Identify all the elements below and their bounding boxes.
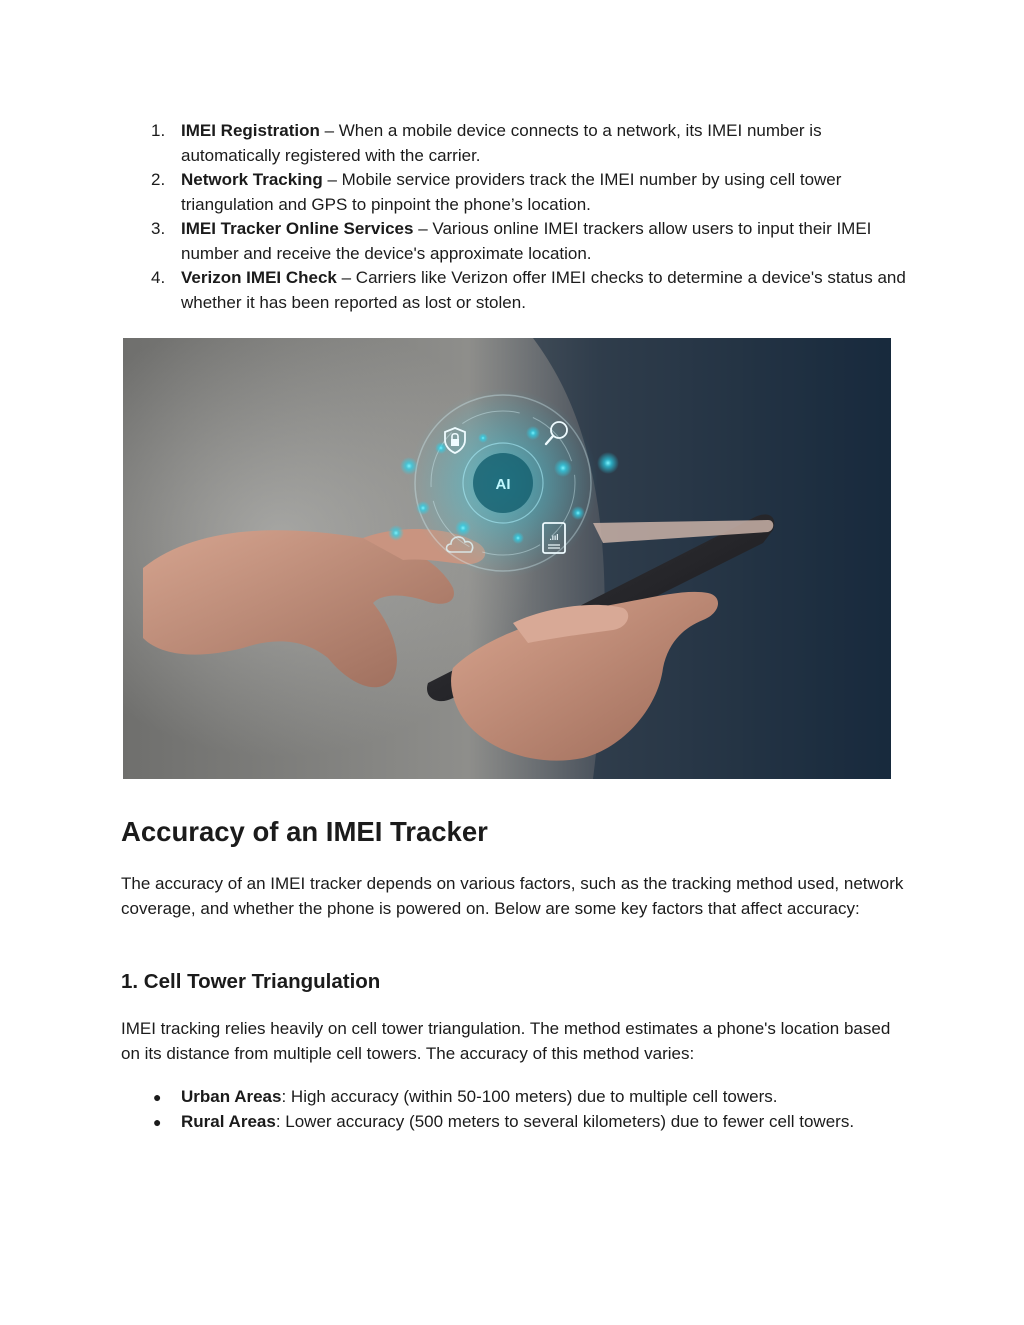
- list-text: : Lower accuracy (500 meters to several kilometers) due to fewer cell towers.: [275, 1111, 855, 1131]
- list-term: Urban Areas: [181, 1087, 282, 1106]
- list-number: 1.: [151, 121, 166, 140]
- accuracy-intro-paragraph: The accuracy of an IMEI tracker depends on various factors, such as the tracking method used, network coverage, and whether the phone is powered on. Below are some key factors that affect accuracy:: [121, 874, 904, 918]
- accuracy-bullet-list: [148, 1085, 908, 1134]
- list-term: Rural Areas: [181, 1111, 276, 1131]
- glow-dot: [554, 459, 572, 477]
- list-number: 3.: [151, 219, 166, 238]
- bullet-marker: ●: [153, 1089, 162, 1105]
- list-item: [148, 119, 908, 168]
- bullet-marker: ●: [153, 1113, 162, 1130]
- glow-dot: [512, 532, 524, 544]
- list-item: [148, 168, 908, 217]
- glow-dot: [478, 433, 488, 443]
- list-term: Network Tracking: [181, 170, 323, 189]
- glow-dot: [597, 452, 619, 474]
- ai-chip-label: AI: [495, 476, 511, 493]
- list-text: – When a mobile device connects to a network, its IMEI number is automatically registered with the carrier.: [181, 121, 822, 165]
- list-number: 2.: [151, 170, 166, 189]
- list-number: 4.: [151, 268, 166, 287]
- list-term: Verizon IMEI Check: [181, 268, 337, 287]
- cell-tower-paragraph: IMEI tracking relies heavily on cell tower triangulation. The method estimates a phone's location based on its distance from multiple cell towers. The accuracy of this method varies:: [121, 1019, 891, 1063]
- list-text: – Mobile service providers track the IMEI number by using cell tower triangulation and GPS to pinpoint the phone’s location.: [181, 170, 842, 214]
- list-text: – Various online IMEI trackers allow users to input their IMEI number and receive the device's approximate location.: [181, 219, 872, 263]
- hero-image-hand-holding-phone: [123, 338, 891, 779]
- glow-dot: [416, 501, 430, 515]
- list-term: IMEI Tracker Online Services: [181, 219, 414, 238]
- glow-dot: [526, 426, 540, 440]
- glow-dot: [388, 525, 404, 541]
- list-item: [148, 1085, 908, 1110]
- hero-illustration: [123, 338, 891, 779]
- glow-dot: [400, 457, 418, 475]
- list-item: [148, 217, 908, 266]
- list-item: [148, 1110, 908, 1135]
- list-term: IMEI Registration: [181, 121, 320, 140]
- imei-steps-list: [148, 119, 908, 315]
- list-item: [148, 266, 908, 315]
- section-heading-accuracy: Accuracy of an IMEI Tracker: [121, 816, 488, 847]
- glow-dot: [455, 520, 471, 536]
- glow-dot: [571, 506, 585, 520]
- list-text: : High accuracy (within 50-100 meters) due to multiple cell towers.: [281, 1087, 778, 1106]
- subsection-heading-cell-tower: 1. Cell Tower Triangulation: [121, 970, 381, 993]
- list-text: – Carriers like Verizon offer IMEI checks to determine a device's status and whether it has been reported as lost or stolen.: [181, 268, 906, 312]
- bar-chart-icon-label: .ııl: [549, 533, 559, 542]
